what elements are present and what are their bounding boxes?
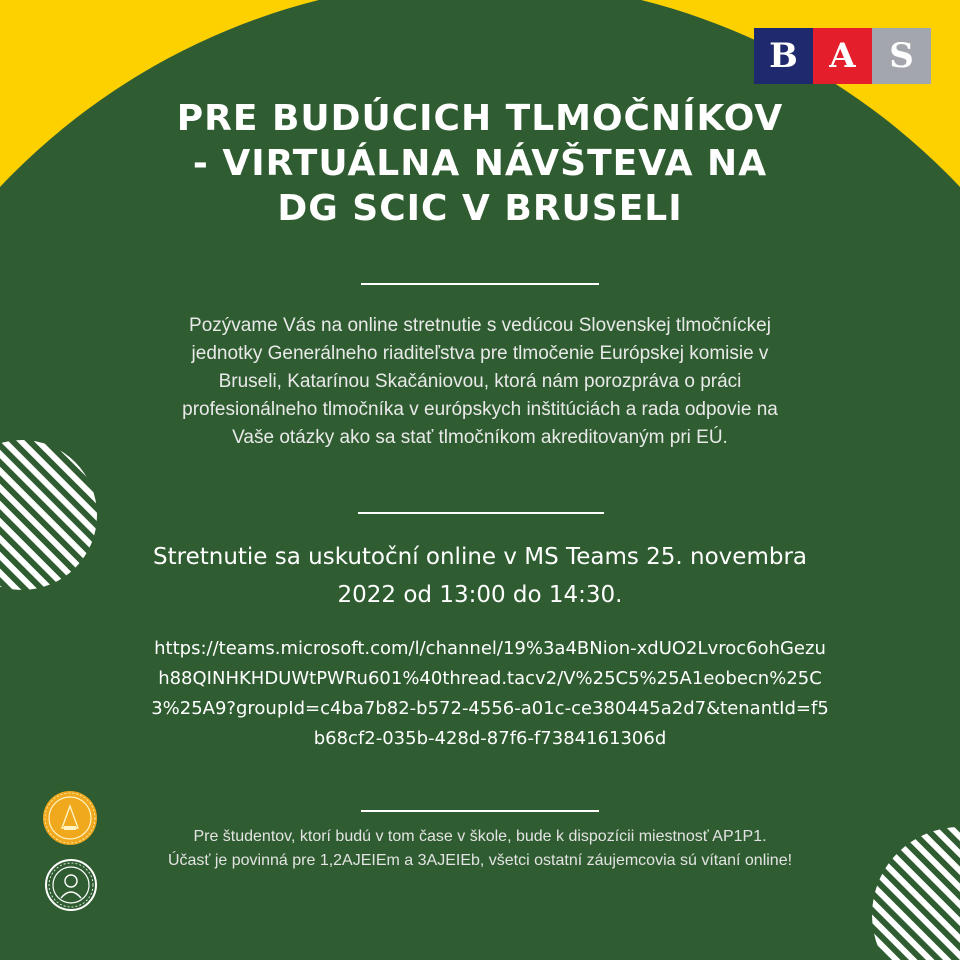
footer-line-2: Účasť je povinná pre 1,2AJEIEm a 3AJEIEb, všetci ostatní záujemcovia sú vítaní online!	[167, 852, 793, 869]
logo-letter-b: B	[754, 28, 813, 84]
meeting-info: Stretnutie sa uskutoční online v MS Teams 25. novembra 2022 od 13:00 do 14:30.	[153, 544, 807, 608]
university-seal-gold-icon	[42, 790, 98, 846]
page-title: PRE BUDÚCICH TLMOČNÍKOV - VIRTUÁLNA NÁVŠTEVA NA DG SCIC V BRUSELI	[176, 98, 784, 229]
logo-letter-s: S	[872, 28, 931, 84]
footer-line-1: Pre študentov, ktorí budú v tom čase v škole, bude k dispozícii miestnosť AP1P1.	[193, 828, 767, 845]
divider-bottom	[361, 810, 599, 812]
bas-logo	[754, 28, 931, 84]
footer-note	[160, 825, 800, 873]
teams-link[interactable]: https://teams.microsoft.com/l/channel/19%3a4BNion-xdUO2Lvroc6ohGezuh88QINHKHDUWtPWRu601%40thread.tacv2/V%25C5%25A1eobecn%25C3%25A9?groupId=c4ba7b82-b572-4556-a01c-ce380445a2d7&tenantId=f5b68cf2-035b-428d-87f6-f7384161306d	[151, 638, 829, 749]
logo-letter-a: A	[813, 28, 872, 84]
divider-top	[361, 283, 599, 285]
divider-middle	[358, 512, 604, 514]
university-seal-white-icon	[44, 858, 98, 912]
intro-text: Pozývame Vás na online stretnutie s vedúcou Slovenskej tlmočníckej jednotky Generálneho riaditeľstva pre tlmočenie Európskej komisie v Bruseli, Katarínou Skačániovou, ktorá nám porozpráva o práci profesionálneho tlmočníka v európskych inštitúciách a rada odpovie na Vaše otázky ako sa stať tlmočníkom akreditovaným pri EÚ.	[182, 315, 778, 448]
